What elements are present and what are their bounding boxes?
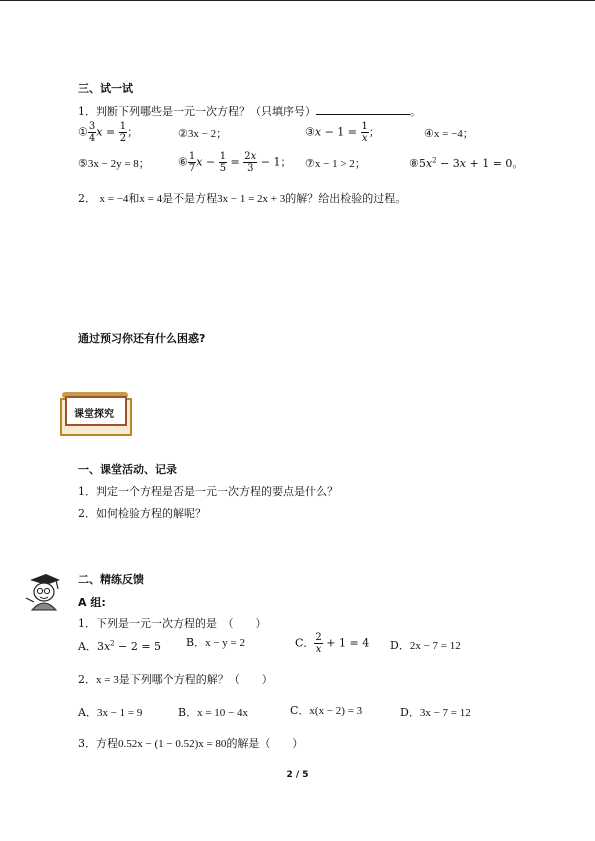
exercise-2-option-d: D．3x − 7 = 12 (400, 706, 471, 719)
activity-question-2: 2．如何检验方程的解呢？ (78, 507, 206, 520)
item-5: ⑤3x − 2y = 8； (78, 157, 150, 170)
exercise-3: 3．方程0.52x − (1 − 0.52)x = 80的解是（ ） (78, 737, 304, 750)
item-4: ④x = −4； (424, 127, 474, 140)
question-1-text: 1．判断下列哪些是一元一次方程？（只填序号） (78, 105, 316, 118)
exercise-2: 2．x = 3是下列哪个方程的解？（ ） (78, 673, 273, 686)
item-8: $⑧5x^2 - 3x + 1 = 0$。 (409, 156, 524, 170)
section-two-title: 二、精练反馈 (78, 573, 144, 586)
group-a-label: A 组: (78, 596, 106, 609)
activity-question-1: 1．判定一个方程是否是一元一次方程的要点是什么？ (78, 485, 338, 498)
page-number: 2 / 5 (286, 770, 309, 780)
header-rule (0, 0, 595, 1)
section-three-title: 三、试一试 (78, 82, 133, 95)
exercise-1-option-d: D．2x − 7 = 12 (390, 639, 461, 652)
badge-label: 课堂探究 (74, 409, 114, 420)
exercise-2-option-b: B．x = 10 − 4x (178, 706, 249, 719)
preview-question: 通过预习你还有什么困惑? (78, 332, 206, 345)
item-1: ① $\frac{3}{4}$ x = $\frac{1}{2}$ ； (78, 121, 139, 144)
exercise-1-option-a: A．$3x^2 - 2 = 5$ (78, 639, 162, 653)
exercise-2-option-c: C．x(x − 2) = 3 (290, 704, 363, 717)
section-one-title: 一、课堂活动、记录 (78, 463, 177, 476)
answer-blank[interactable] (316, 104, 410, 115)
exercise-1-option-c: C． $\frac{2}{x}$ + 1 = 4 (295, 632, 370, 655)
question-2: 2． x = −4和x = 4是不是方程3x − 1 = 2x + 3的解？给出检验的过程。 (78, 192, 407, 205)
equation: 3x − 1 = 2x + 3 (217, 193, 286, 205)
teacher-cartoon-icon (20, 572, 64, 612)
exercise-1: 1．下列是一元一次方程的是 （ ） (78, 617, 267, 630)
value-x1: x = −4 (99, 193, 129, 205)
item-3: ③x − 1 = $\frac{1}{x}$ ； (305, 121, 380, 144)
item-2: ②3x − 2； (178, 127, 228, 140)
item-6: ⑥ $\frac{1}{7}$ x − $\frac{1}{5}$ = $\frac{2x}{3}$ − 1； (178, 151, 292, 174)
item-7: ⑦x − 1 > 2； (305, 157, 366, 170)
class-exploration-badge (60, 392, 130, 434)
question-1: 1．判断下列哪些是一元一次方程？（只填序号） 。 (78, 105, 421, 118)
exercise-2-option-a: A．3x − 1 = 9 (78, 706, 143, 719)
exercise-1-option-b: B．x − y = 2 (186, 636, 246, 649)
value-x2: x = 4 (139, 193, 163, 205)
